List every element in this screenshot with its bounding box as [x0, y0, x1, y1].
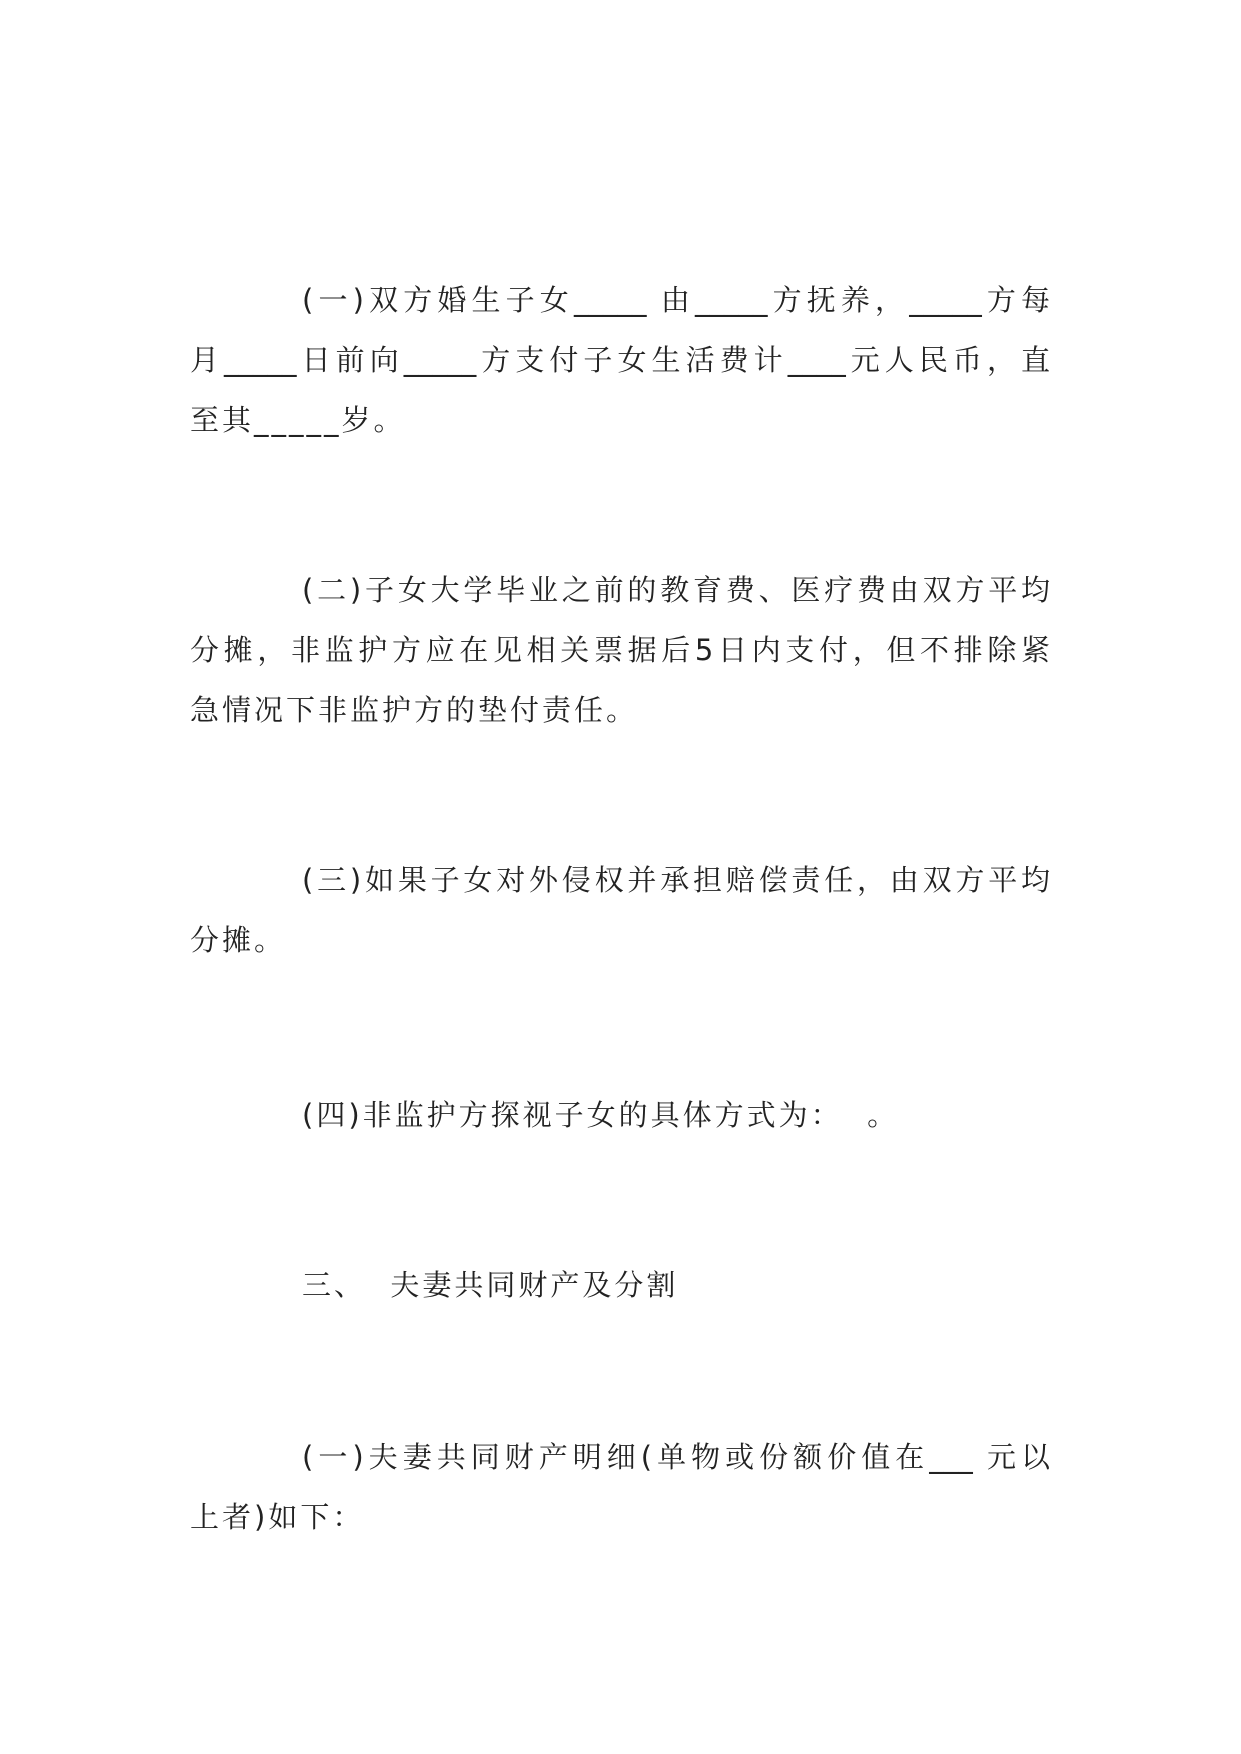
clause-3-line-1: (三)如果子女对外侵权并承担赔偿责任，由双方平均 [302, 863, 1050, 897]
clause-2-line-1: (二)子女大学毕业之前的教育费、医疗费由双方平均 [302, 573, 1050, 607]
clause-3-line-2: 分摊。 [190, 923, 287, 957]
clause-1-line-1: (一)双方婚生子女_____ 由_____方抚养，_____方每 [302, 283, 1050, 317]
property-clause-1-line-2: 上者)如下： [190, 1500, 365, 1534]
clause-4-line-1: (四)非监护方探视子女的具体方式为： 。 [302, 1098, 900, 1132]
clause-2-line-3: 急情况下非监护方的垫付责任。 [190, 693, 639, 727]
section-3-heading: 三、 夫妻共同财产及分割 [302, 1268, 679, 1302]
property-clause-1-line-1: (一)夫妻共同财产明细(单物或份额价值在___ 元以 [302, 1440, 1050, 1474]
clause-1-line-3: 至其_____岁。 [190, 403, 406, 437]
clause-1-line-2: 月_____日前向_____方支付子女生活费计____元人民币，直 [190, 343, 1050, 377]
clause-2-line-2: 分摊，非监护方应在见相关票据后5日内支付，但不排除紧 [190, 633, 1050, 667]
